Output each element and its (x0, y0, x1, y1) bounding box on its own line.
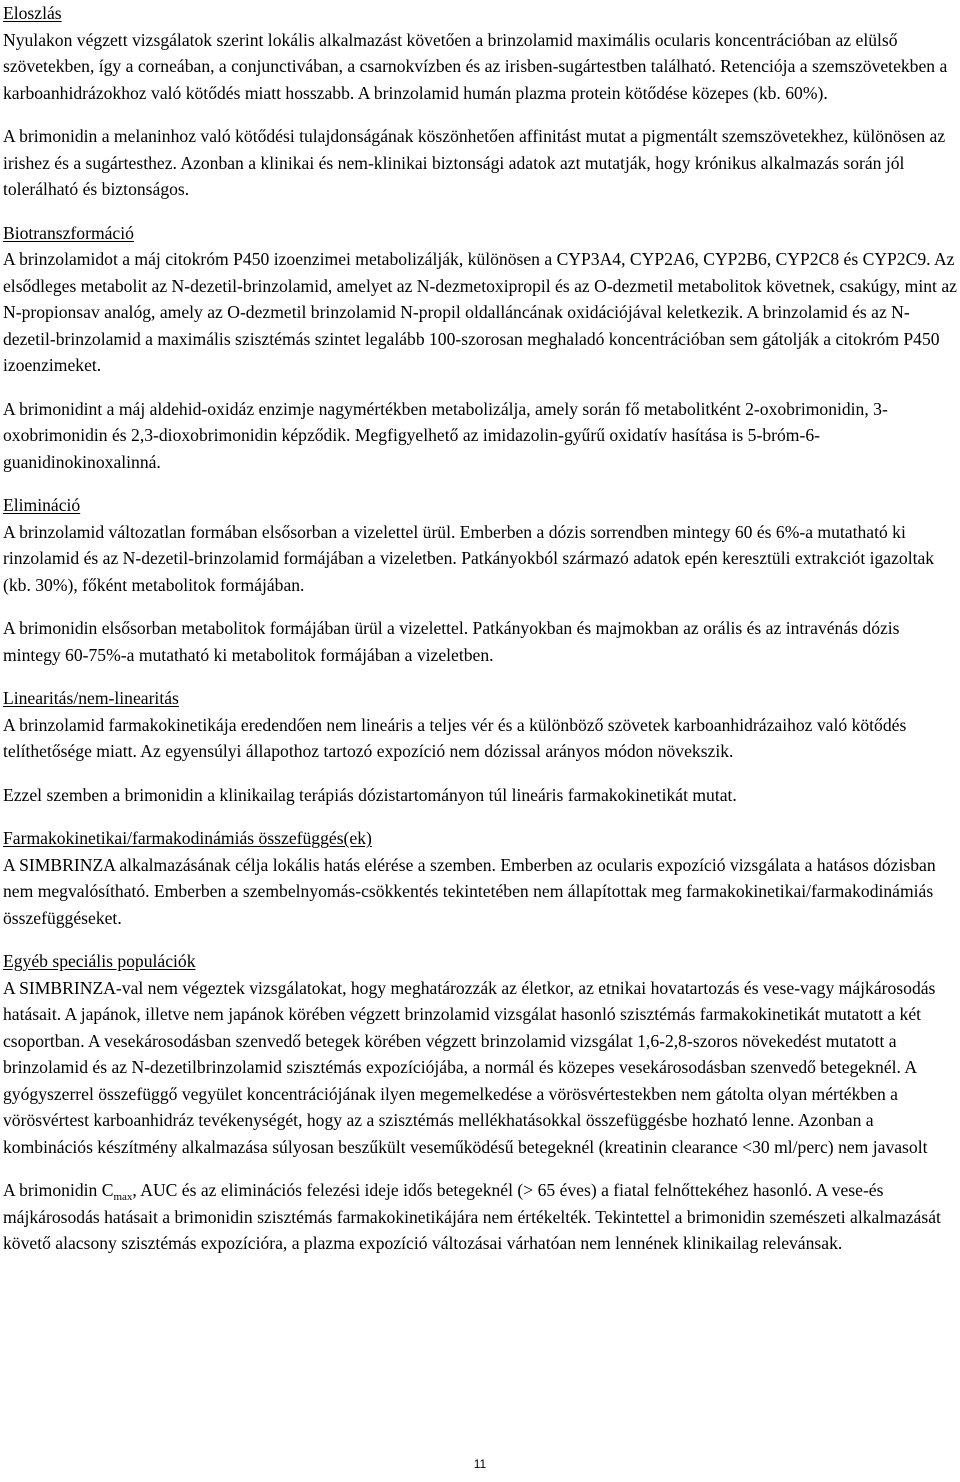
section-heading: Eloszlás (3, 3, 62, 23)
section-eliminacio (3, 492, 958, 668)
section-specialis-populaciok (3, 948, 958, 1257)
paragraph: A brinzolamid farmakokinetikája eredendően nem lineáris a teljes vér és a különböző szövetek karboanhidrázaihoz való kötődés telíthetősége miatt. Az egyensúlyi állapothoz tartozó expozíció nem dózissal arányos módon növekszik. (3, 714, 907, 761)
paragraph: Nyulakon végzett vizsgálatok szerint lokális alkalmazást követően a brinzolamid maximális ocularis koncentrációban az elülső szövetekben, így a corneában, a conjunctivában, a csarnokvízben és az irisben-sugártestben található. Retenciója a szemszövetekben a karboanhidrázokhoz való kötődés miatt hosszabb. A brinzolamid humán plazma protein kötődése közepes (kb. 60%). (3, 29, 948, 103)
section-heading: Farmakokinetikai/farmakodinámiás összefüggés(ek) (3, 828, 372, 848)
subscript-max: max (113, 1191, 133, 1203)
text-run: A brimonidin C (3, 1180, 114, 1200)
text-run: , AUC és az eliminációs felezési ideje idős betegeknél (> 65 éves) a fiatal felnőttekéhez hasonló. A vese-és májkárosodás hatásait a brimonidin szisztémás farmakokinetikájára nem értékelték. Tekintettel a brimonidin szemészeti alkalmazását követő alacsony szisztémás expozícióra, a plazma expozíció változásai várhatóan nem lennének klinikailag relevánsak. (3, 1180, 941, 1253)
paragraph: Ezzel szemben a brimonidin a klinikailag terápiás dózistartományon túl lineáris farmakokinetikát mutat. (3, 784, 737, 805)
paragraph: A SIMBRINZA alkalmazásának célja lokális hatás elérése a szemben. Emberben az ocularis expozíció vizsgálata a hatásos dózisban nem megvalósítható. Emberben a szembelnyomás-csökkentés tekintetében nem állapítottak meg farmakokinetikai/farmakodinámiás összefüggéseket. (3, 854, 936, 928)
paragraph: A brinzolamid változatlan formában elsősorban a vizelettel ürül. Emberben a dózis sorrendben mintegy 60 és 6%-a mutatható ki rinzolamid és az N-dezetil-brinzolamid formájában a vizeletben. Patkányokból származó adatok epén keresztüli extrakciót igazoltak (kb. 30%), főként metabolitok formájában. (3, 521, 935, 595)
section-eloszlas (3, 0, 958, 203)
paragraph: A brimonidint a máj aldehid-oxidáz enzimje nagymértékben metabolizálja, amely során fő metabolitként 2-oxobrimonidin, 3-oxobrimonidin és 2,3-dioxobrimonidin képződik. Megfigyelhető az imidazolin-gyűrű oxidatív hasítása is 5-bróm-6-guanidinokinoxalinná. (3, 398, 888, 472)
paragraph: A brinzolamidot a máj citokróm P450 izoenzimei metabolizálják, különösen a CYP3A4, CYP2A6, CYP2B6, CYP2C8 és CYP2C9. Az elsődleges metabolit az N-dezetil-brinzolamid, amelyet az N-dezmetoxipropil és az O-dezmetil metabolitok követnek, csakúgy, mint az N-propionsav analóg, amely az O-dezmetil brinzolamid N-propil oldalláncának oxidációjával keletkezik. A brinzolamid és az N-dezetil-brinzolamid a maximális szisztémás szintet legalább 100-szorosan meghaladó koncentrációban sem gátolják a citokróm P450 izoenzimeket. (3, 249, 957, 375)
section-pk-pd (3, 825, 958, 931)
paragraph: A SIMBRINZA-val nem végeztek vizsgálatokat, hogy meghatározzák az életkor, az etnikai hovatartozás és vese-vagy májkárosodás hatásait. A japánok, illetve nem japánok körében végzett brinzolamid vizsgálat hasonló szisztémás farmakokinetikát mutatott a két csoportban. A vesekárosodásban szenvedő betegek körében végzett brinzolamid vizsgálat 1,6-2,8-szoros növekedést mutatott a brinzolamid és az N-dezetilbrinzolamid szisztémás expozíciójába, a normál és közepes vesekárosodásban szenvedő betegeknél. A gyógyszerrel összefüggő vegyület koncentrációjának ilyen megemelkedése a vörösvértestekben nem gátolta olyan mértékben a vörösvértest karboanhidráz tevékenységét, hogy az a szisztémás mellékhatásokkal összefüggésbe hozható lenne. Azonban a kombinációs készítmény alkalmazása súlyosan beszűkült veseműködésű betegeknél (kreatinin clearance <30 ml/perc) nem javasolt (3, 977, 936, 1157)
paragraph: A brimonidin elsősorban metabolitok formájában ürül a vizelettel. Patkányokban és majmokban az orális és az intravénás dózis mintegy 60-75%-a mutatható ki metabolitok formájában a vizeletben. (3, 618, 900, 665)
paragraph: A brimonidin a melaninhoz való kötődési tulajdonságának köszönhetően affinitást mutat a pigmentált szemszövetekhez, különösen az irishez és a sugártesthez. Azonban a klinikai és nem-klinikai biztonsági adatok azt mutatják, hogy krónikus alkalmazás során jól tolerálható és biztonságos. (3, 126, 946, 199)
page-number: 11 (473, 1457, 487, 1471)
section-heading: Linearitás/nem-linearitás (3, 688, 179, 708)
section-biotranszformacio (3, 220, 958, 476)
section-heading: Elimináció (3, 495, 81, 515)
section-heading: Egyéb speciális populációk (3, 951, 196, 971)
section-heading: Biotranszformáció (3, 222, 134, 243)
paragraph-cmax (3, 1177, 958, 1257)
section-linearitas (3, 685, 958, 808)
document-page (3, 0, 958, 1257)
